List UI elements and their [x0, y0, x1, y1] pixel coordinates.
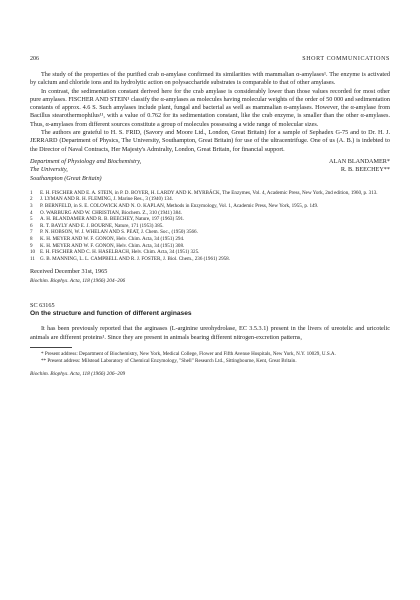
- reference-number: 9: [30, 242, 33, 249]
- institution: [30, 158, 141, 183]
- reference-text: A. H. BLANDAMER AND R. B. BEECHEY, Nature, 197 (1963) 591.: [40, 216, 185, 223]
- footnote-divider: [30, 347, 72, 348]
- footnote: * Present address: Department of Biochemistry, New York, Medical College, Flower and Fifth Avenue Hospitals, New York, N.Y. 10029, U.S.A.: [41, 350, 336, 357]
- reference-number: 4: [30, 209, 33, 216]
- paragraph-sedimentation: In contrast, the sedimentation constant derived here for the crab amylase is considerably lower than those values recorded for most other pure amylases. FISCHER AND STEIN¹ classify the α-amylases as molecules having molecular weights of the order of 50 000 and sedimentation constants of approx. 4.6 S. Such amylases include plant, fungal and bacterial as well as mammalian α-amylases. However, the α-amylase from Bacillus stearothermophilus¹¹, with a value of 0.762 for its sedimentation constant, like the crab enzyme, is smaller than the other α-amylases. Thus, α-amylases from different sources constitute a group of molecules possessing a wide range of molecular sizes.: [30, 87, 390, 128]
- reference-number: 2: [30, 196, 33, 203]
- reference-text: K. H. MEYER AND W. F. GONON, Helv. Chim. Acta, 34 (1951) 308.: [40, 242, 185, 249]
- article-body: [30, 71, 390, 377]
- reference-text: G. B. MANNING, L. L. CAMPBELL AND R. J. FOSTER, J. Biol. Chem., 236 (1961) 2958.: [40, 255, 230, 262]
- paragraph-properties: The study of the properties of the purified crab α-amylase confirmed its similarities with mammalian α-amylases¹. The enzyme is activated by calcium and chloride ions and its hydrolytic action on polysaccharide substrates is comparable to that of other amylases.: [30, 71, 390, 87]
- journal-citation: Biochim. Biophys. Acta, 118 (1966) 206–209: [30, 371, 126, 378]
- paragraph-acknowledgements: The authors are grateful to H. S. FRID, (Savory and Moore Ltd., London, Great Britain) for a sample of Sephadex G-75 and to Dr. H. J. JERRARD (Department of Physics, The University, Southampton, Great Britain) for use of the ultracentrifuge. One of us (A. B.) is indebted to the Director of Naval Contracts, Her Majesty's Admiralty, London, Great Britain, for financial support.: [30, 129, 390, 153]
- article-code: SC 63165: [30, 302, 55, 310]
- reference-number: 3: [30, 203, 33, 210]
- reference-number: 5: [30, 216, 33, 223]
- reference-item: [30, 216, 390, 223]
- reference-text: J. LYMAN AND R. H. FLEMING, J. Marine Res., 3 (1940) 134.: [40, 196, 173, 203]
- reference-number: 6: [30, 222, 33, 229]
- reference-text: K. H. MEYER AND W. F. GONON, Helv. Chim. Acta, 34 (1951) 294.: [40, 236, 185, 243]
- received-date: Received December 31st, 1965: [30, 268, 108, 276]
- reference-list: [30, 190, 390, 263]
- reference-text: E. H. FISCHER AND C. H. HASELBACH, Helv. Chim. Acta, 34 (1951) 325.: [40, 249, 200, 256]
- reference-item: [30, 249, 390, 256]
- author-name: ALAN BLANDAMER*: [328, 157, 390, 165]
- reference-number: 1: [30, 189, 33, 196]
- reference-text: P. BERNFELD, in S. E. COLOWICK AND N. O. KAPLAN, Methods in Enzymology, Vol. 1, Academic Press, New York, 1955, p. 149.: [40, 203, 319, 210]
- footnote: ** Present address: Milstead Laboratory of Chemical Enzymology, "Shell" Research Ltd., Sittingbourne, Kent, Great Britain.: [41, 357, 297, 364]
- reference-text: E. H. FISCHER AND E. A. STEIN, in P. D. BOYER, H. LARDY AND K. MYRBÄCK, The Enzymes, Vol. 4, Academic Press, New York, 2nd edition, 1960, p. 313.: [40, 189, 378, 196]
- article-title: On the structure and function of different arginases: [30, 310, 192, 318]
- page-number: 206: [30, 56, 39, 62]
- reference-text: O. WARBURG AND W. CHRISTIAN, Biochem. Z., 310 (1941) 384.: [40, 209, 182, 216]
- reference-number: 7: [30, 229, 33, 236]
- author-affiliation: [30, 158, 390, 183]
- reference-item: [30, 256, 390, 263]
- running-title: SHORT COMMUNICATIONS: [302, 56, 390, 62]
- paragraph-arginases: It has been previously reported that the arginases (L-arginine ureohydrolase, EC 3.5.3.1) present in the livers of ureotelic and uricotelic animals are different proteins¹. Since they are present in animals bearing different nitrogen-excretion patterns,: [30, 325, 390, 341]
- institution-line: Southampton (Great Britain): [30, 174, 102, 182]
- reference-text: P. N. HOBSON, W. J. WHELAN AND S. PEAT, J. Chem. Soc., (1950) 3566.: [40, 229, 198, 236]
- reference-number: 11: [30, 255, 35, 262]
- reference-item: [30, 203, 390, 210]
- authors: [329, 158, 390, 183]
- page-header: [30, 56, 390, 66]
- institution-line: The University,: [30, 166, 68, 174]
- reference-item: [30, 236, 390, 243]
- reference-item: [30, 196, 390, 203]
- reference-number: 8: [30, 236, 33, 243]
- reference-text: R. T. BAYLY AND E. J. BOURNE, Nature, 171 (1953) 385.: [40, 222, 164, 229]
- author-name: R. B. BEECHEY**: [340, 166, 390, 174]
- institution-line: Department of Physiology and Biochemistry,: [30, 157, 142, 165]
- reference-number: 10: [30, 249, 36, 256]
- journal-citation: Biochim. Biophys. Acta, 118 (1966) 204–206: [30, 278, 126, 285]
